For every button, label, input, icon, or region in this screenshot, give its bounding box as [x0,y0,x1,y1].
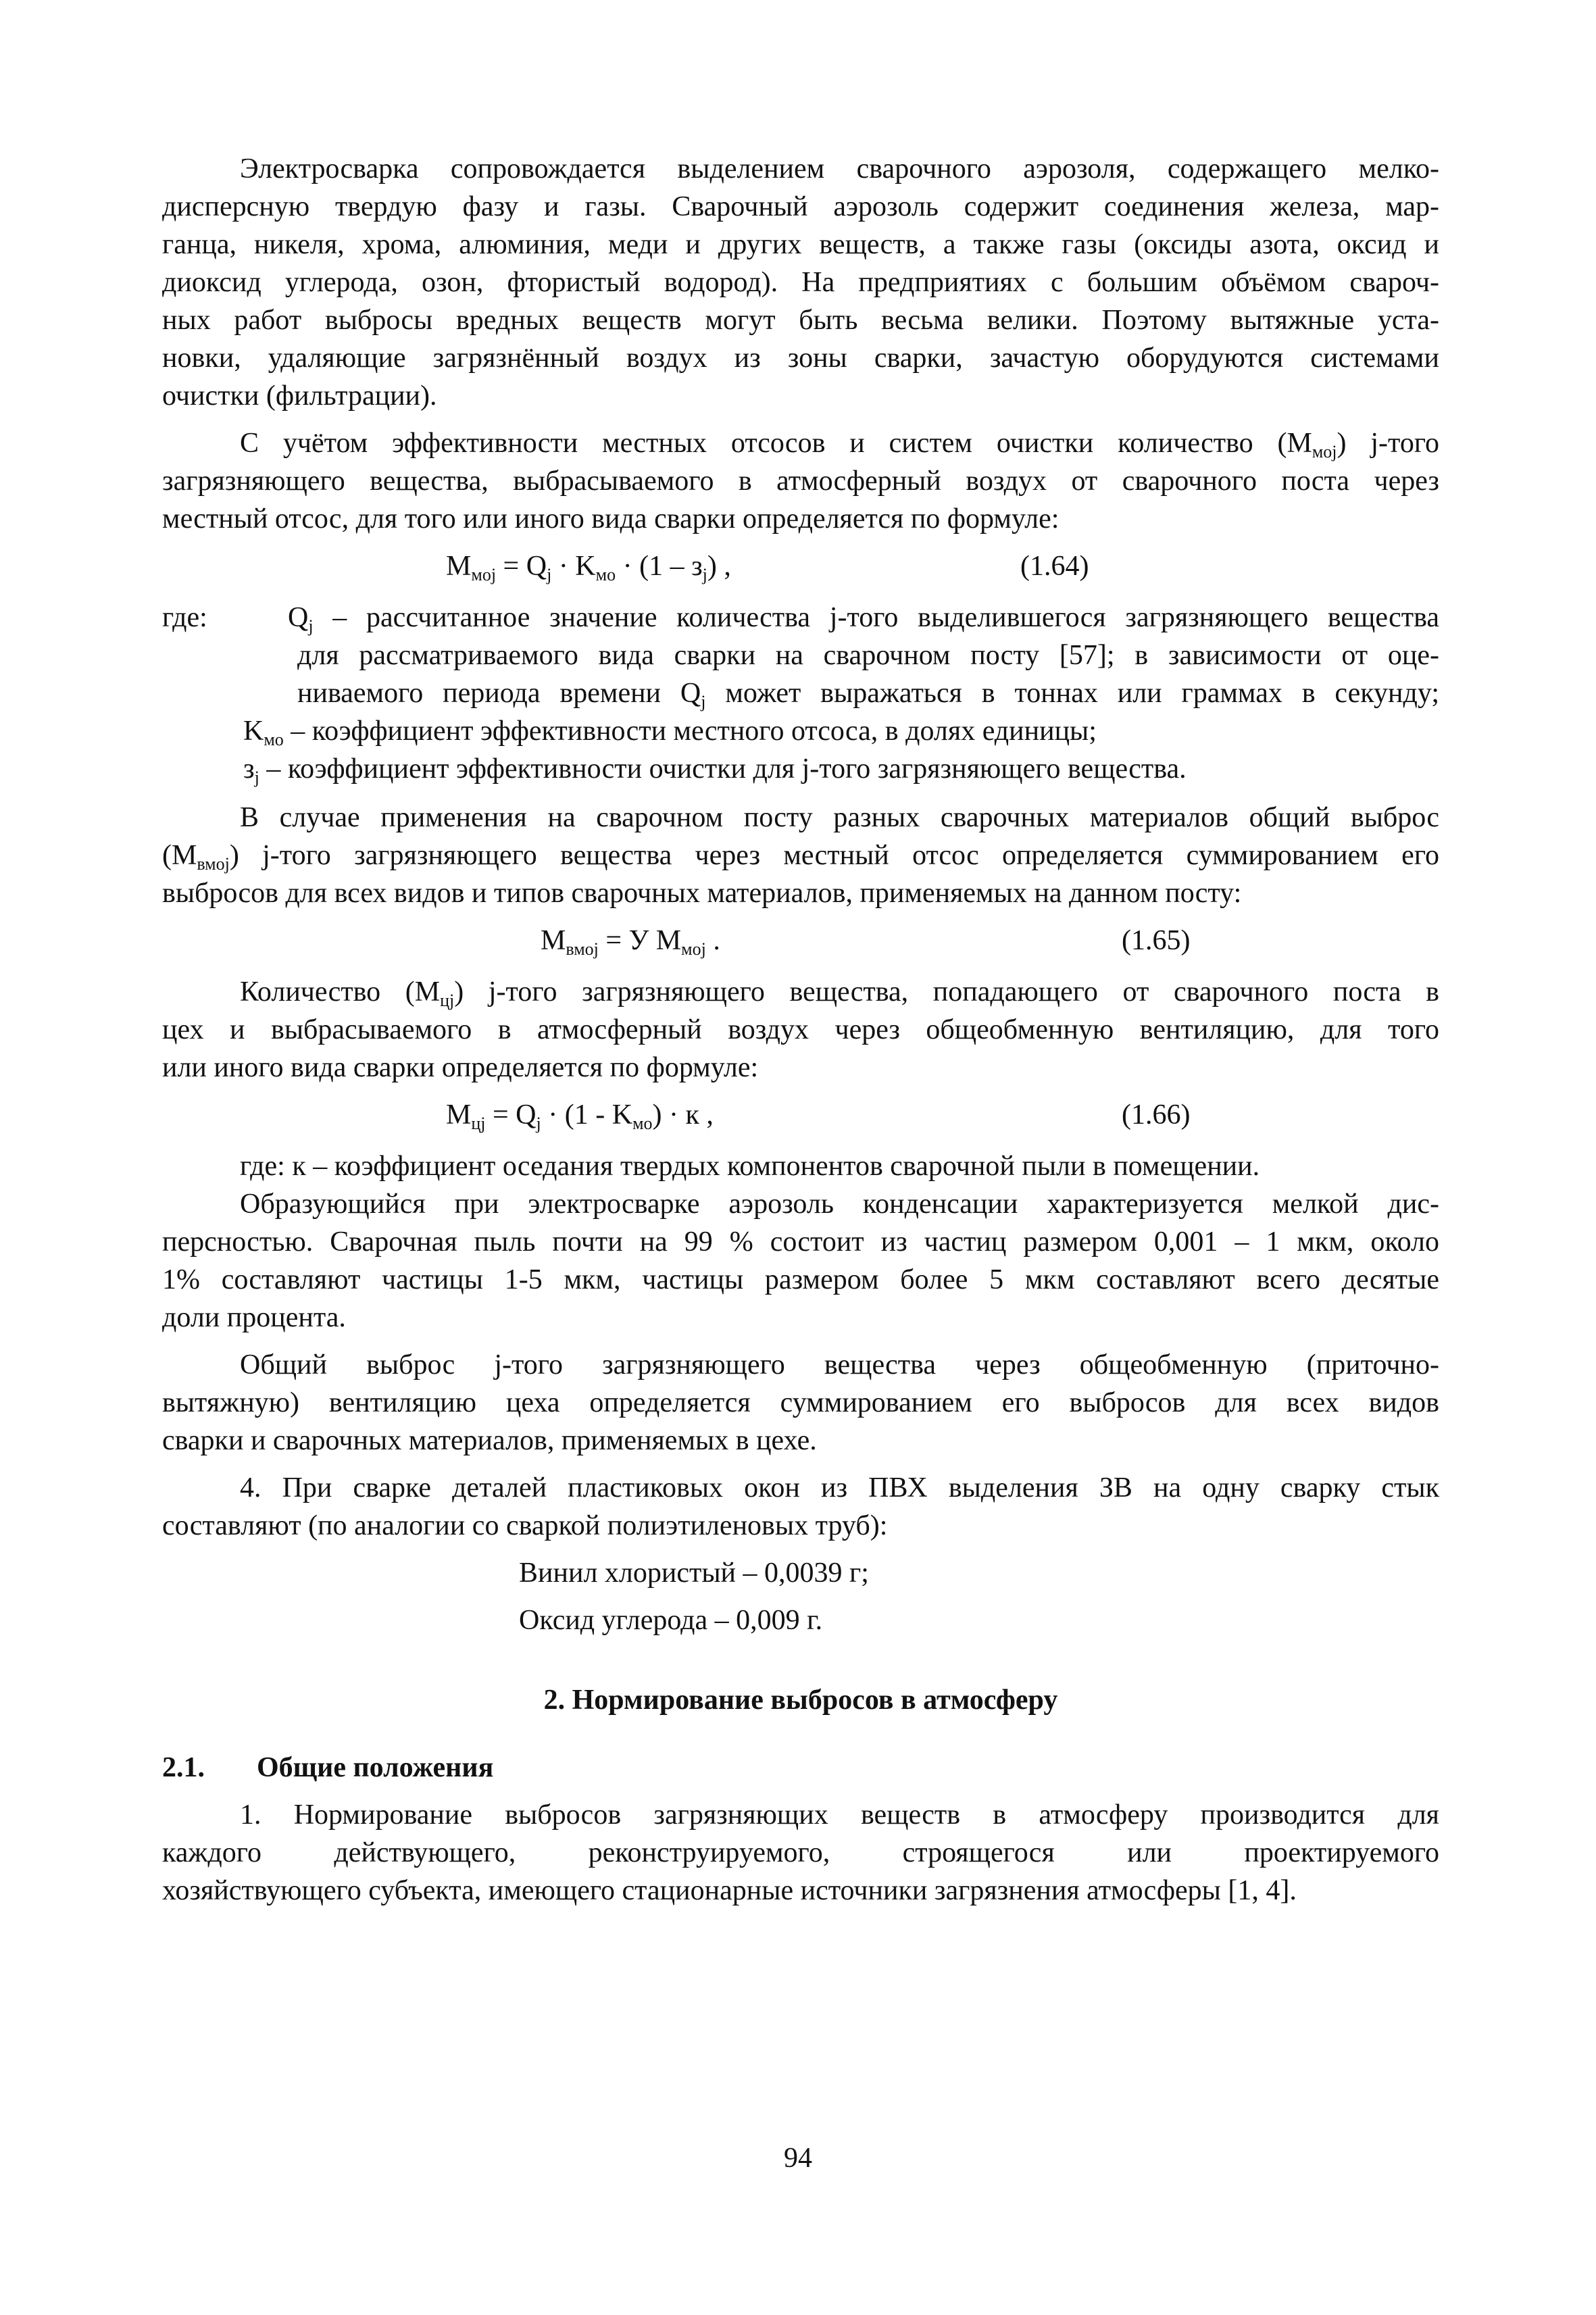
text-line: В случае применения на сварочном посту разных сварочных материалов общий выброс [240,802,1439,833]
text-line: очистки (фильтрации). [162,380,437,412]
text-line: или иного вида сварки определяется по формуле: [162,1052,759,1083]
paragraph-pvc-windows [162,1469,1439,1545]
text-line: ганца, никеля, хрома, алюминия, меди и других веществ, а также газы (оксиды азота, оксид и [162,229,1439,260]
text-line: дисперсную твердую фазу и газы. Сварочный аэрозоль содержит соединения железа, мар- [162,191,1439,222]
paragraph-welding-aerosol [162,150,1439,415]
formula-legend-1-66 [162,1147,1439,1185]
formula-1-64 [162,547,1439,585]
paragraph-local-exhaust [162,424,1439,538]
formula-legend-1-64 [162,599,1439,788]
text-line: Общий выброс j-того загрязняющего вещества через общеобменную (приточно- [240,1349,1439,1380]
text-line: сварки и сварочных материалов, применяемых в цехе. [162,1425,817,1456]
legend-k: $K_{мо}$ – коэффициент эффективности местного отсоса, в долях единицы; [243,716,1097,749]
paragraph-multiple-materials [162,799,1439,912]
text-line: местный отсос, для того или иного вида сварки определяется по формуле: [162,503,1059,534]
text-line: составляют (по аналогии со сваркой полиэтиленовых труб): [162,1510,888,1541]
text-line: Электросварка сопровождается выделением сварочного аэрозоля, содержащего мелко- [240,153,1439,184]
formula-number: (1.65) [1122,925,1191,956]
legend-text: где: к – коэффициент оседания твердых компонентов сварочной пыли в помещении. [240,1151,1260,1182]
text-line: 1% составляют частицы 1-5 мкм, частицы размером более 5 мкм составляют всего десятые [162,1264,1439,1295]
paragraph-norming [162,1796,1439,1910]
legend-q-continuation: ниваемого периода времени $Q_j$ может выражаться в тоннах или граммах в секунду; [297,678,1439,712]
text-line: каждого действующего, реконструируемого, строящегося или проектируемого [162,1837,1439,1868]
text-line: новки, удаляющие загрязнённый воздух из зоны сварки, зачастую оборудуются системами [162,343,1439,374]
paragraph-workshop-ventilation [162,973,1439,1087]
legend-q: $Q_j$ – рассчитанное значение количества j-того выделившегося загрязняющего вещества [288,602,1439,636]
page-number: 94 [784,2143,812,2174]
paragraph-total-emission [162,1346,1439,1460]
legend-lead: где: [162,602,207,633]
formula-number: (1.66) [1122,1099,1191,1130]
subsection-heading [162,1749,1439,1787]
text-line: доли процента. [162,1302,346,1333]
formula-1-65 [162,922,1439,960]
text-line: $(M_{вмоj})$ j-того загрязняющего вещества через местный отсос определяется суммированием его [162,840,1439,874]
document-page [162,150,1439,1919]
text-line: С учётом эффективности местных отсосов и систем очистки количество $(M_{моj})$ j-того [240,428,1439,462]
section-title: 2. Нормирование выбросов в атмосферу [543,1685,1058,1716]
text-line: выбросов для всех видов и типов сварочных материалов, применяемых на данном посту: [162,878,1242,909]
text-line: 4. При сварке деталей пластиковых окон из ПВХ выделения ЗВ на одну сварку стык [240,1472,1439,1503]
emission-carbon-oxide: Оксид углерода – 0,009 г. [519,1605,823,1636]
formula-number: (1.64) [1020,551,1089,582]
text-line: вытяжную) вентиляцию цеха определяется суммированием его выбросов для всех видов [162,1387,1439,1418]
text-line: Образующийся при электросварке аэрозоль конденсации характеризуется мелкой дис- [240,1189,1439,1220]
text-line: персностью. Сварочная пыль почти на 99 % состоит из частиц размером 0,001 – 1 мкм, около [162,1226,1439,1258]
text-line: хозяйствующего субъекта, имеющего стационарные источники загрязнения атмосферы [1, 4]. [162,1875,1297,1906]
paragraph-aerosol-dispersity [162,1185,1439,1337]
legend-z: $з_j$ – коэффициент эффективности очистки для j-того загрязняющего вещества. [243,753,1187,787]
text-line: 1. Нормирование выбросов загрязняющих веществ в атмосферу производится для [240,1799,1439,1831]
legend-definitions [288,599,1439,637]
subsection-title: Общие положения [257,1752,494,1783]
text-line: загрязняющего вещества, выбрасываемого в атмосферный воздух от сварочного поста через [162,466,1439,497]
text-line: диоксид углерода, озон, фтористый водород). На предприятиях с большим объёмом свароч- [162,267,1439,298]
text-line: Количество $(M_{цj})$ j-того загрязняющего вещества, попадающего от сварочного поста в [240,976,1439,1010]
subsection-number: 2.1. [162,1752,205,1783]
formula-expression: $M_{цj} = Q_j \cdot (1 - K_{мо}) \cdot к$ , [446,1099,714,1133]
legend-q-continuation: для рассматриваемого вида сварки на сварочном посту [57]; в зависимости от оце- [297,640,1439,671]
formula-expression: $M_{моj} = Q_j \cdot K_{мо} \cdot (1 - з_j)$ , [446,551,731,584]
text-line: цех и выбрасываемого в атмосферный воздух через общеобменную вентиляцию, для того [162,1014,1439,1045]
formula-expression: $M_{вмоj} = У$ $M_{моj}$ . [541,925,720,959]
emission-vinyl-chloride: Винил хлористый – 0,0039 г; [519,1558,869,1589]
formula-1-66 [162,1096,1439,1134]
text-line: ных работ выбросы вредных веществ могут быть весьма велики. Поэтому вытяжные уста- [162,305,1439,336]
